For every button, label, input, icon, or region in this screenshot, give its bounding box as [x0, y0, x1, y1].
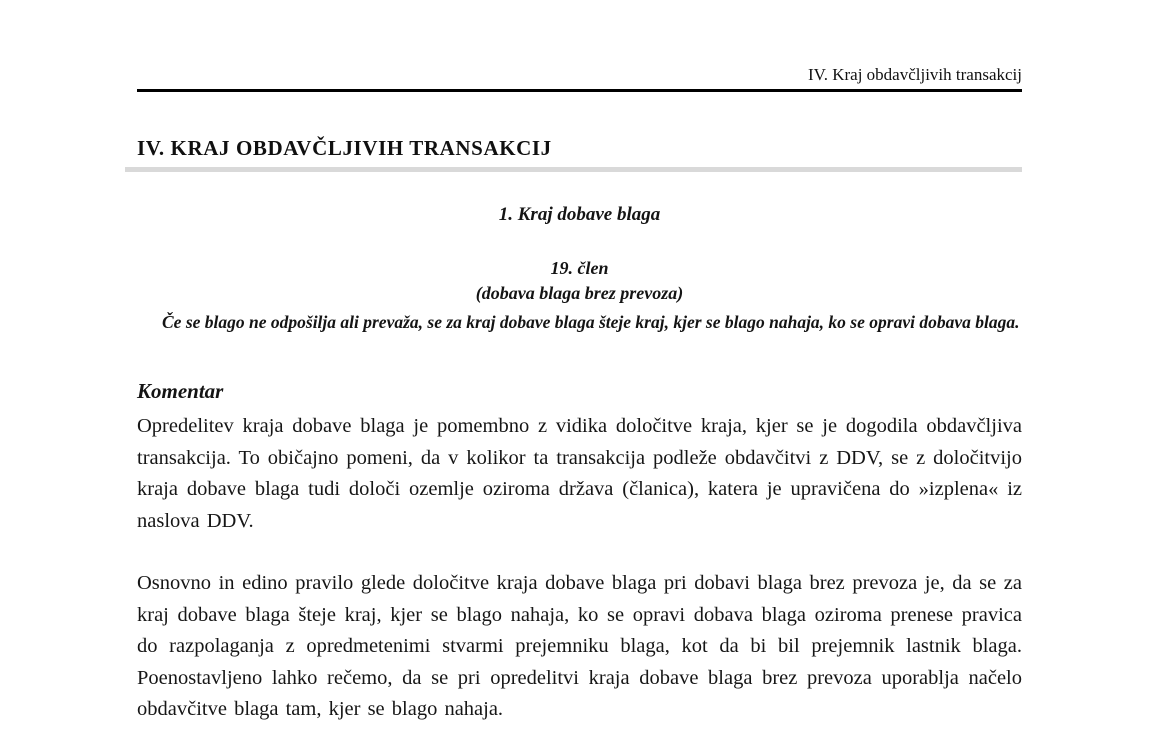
comment-heading: Komentar	[137, 379, 224, 403]
article-number: 19. člen	[550, 258, 609, 278]
comment-paragraph-1: Opredelitev kraja dobave blaga je pomembno z vidika določitve kraja, kjer se je dogodila obdavčljiva transakcija. To običajno pomeni, da v kolikor ta transakcija podleže obdavčitvi z DDV, se z določitvijo kraja dobave blaga tudi določi ozemlje oziroma država (članica), katera je upravičena do »izplena« iz naslova DDV.	[137, 415, 1022, 532]
running-header: IV. Kraj obdavčljivih transakcij	[807, 65, 1022, 84]
article-subtitle: (dobava blaga brez prevoza)	[475, 283, 684, 303]
section-heading: 1. Kraj dobave blaga	[498, 204, 661, 225]
page-content	[137, 0, 1022, 726]
comment-paragraph-2: Osnovno in edino pravilo glede določitve kraja dobave blaga pri dobavi blaga brez prevoza je, da se za kraj dobave blaga šteje kraj, kjer se blago nahaja, ko se opravi dobava blaga oziroma prenese pravica do razpolaganja z opredmetenimi stvarmi prejemniku blaga, kot da bi bil prejemnik lastnik blaga. Poenostavljeno lahko rečemo, da se pri opredelitvi kraja dobave blaga brez prevoza uporablja načelo obdavčitve blaga tam, kjer se blago nahaja.	[137, 572, 1022, 720]
header-rule	[137, 89, 1022, 92]
chapter-rule	[125, 167, 1022, 172]
chapter-heading: IV. KRAJ OBDAVČLJIVIH TRANSAKCIJ	[137, 136, 552, 160]
article-text: Če se blago ne odpošilja ali prevaža, se za kraj dobave blaga šteje kraj, kjer se blago nahaja, ko se opravi dobava blaga.	[162, 312, 1020, 332]
